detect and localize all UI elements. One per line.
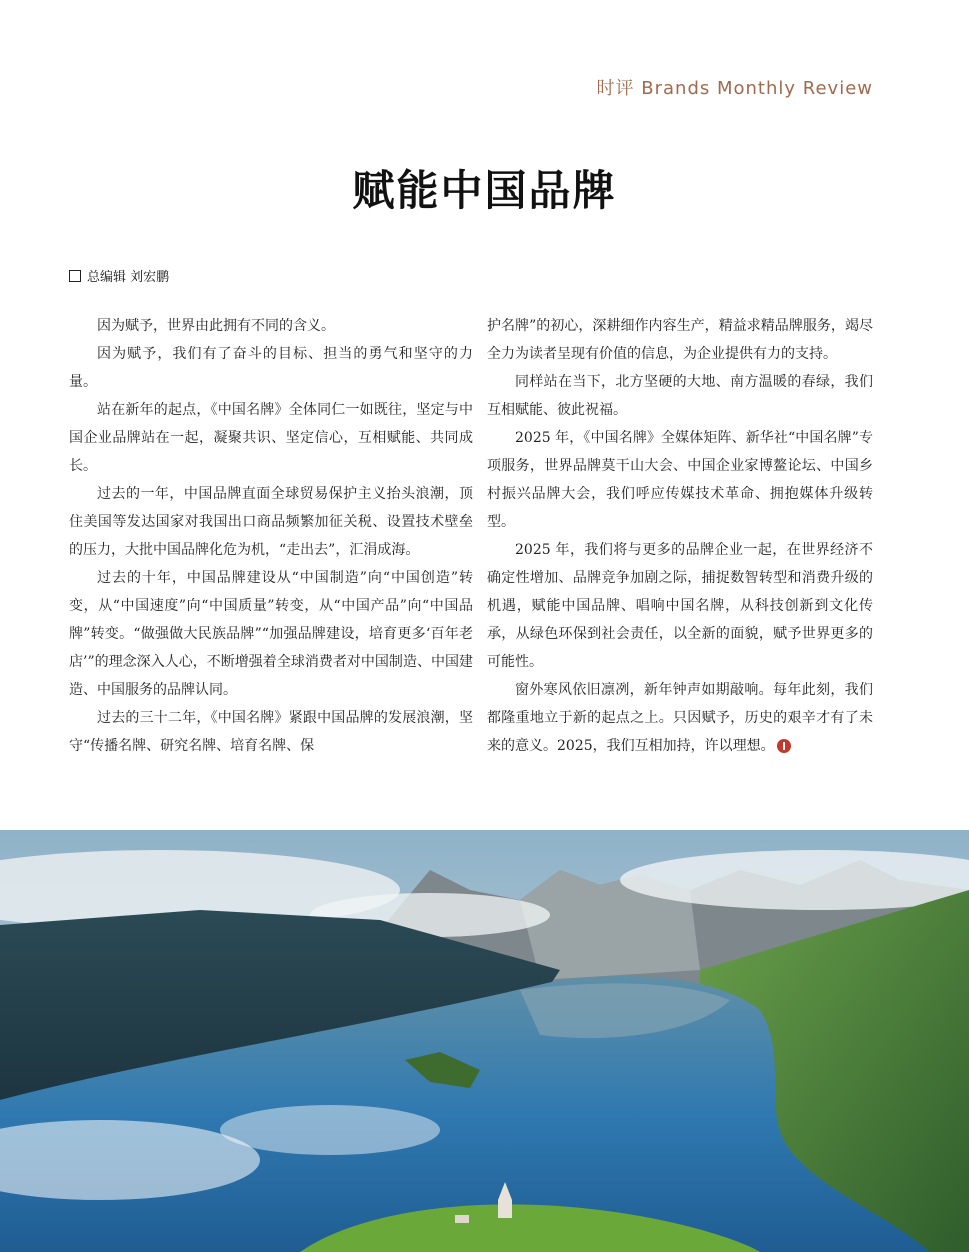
landscape-photo <box>0 830 969 1252</box>
byline <box>69 266 169 285</box>
paragraph: 2025 年，我们将与更多的品牌企业一起，在世界经济不确定性增加、品牌竞争加剧之际，捕捉数智转型和消费升级的机遇，赋能中国品牌、唱响中国名牌，从科技创新到文化传承，从绿色环保到社会责任，以全新的面貌，赋予世界更多的可能性。 <box>487 542 873 670</box>
paragraph: 过去的一年，中国品牌直面全球贸易保护主义抬头浪潮，顶住美国等发达国家对我国出口商品频繁加征关税、设置技术壁垒的压力，大批中国品牌化危为机，“走出去”，汇涓成海。 <box>69 486 473 558</box>
paragraph-text: 窗外寒风依旧凛冽，新年钟声如期敲响。每年此刻，我们都隆重地立于新的起点之上。只因赋予，历史的艰辛才有了未来的意义。2025，我们互相加持，许以理想。 <box>487 682 873 754</box>
article-title: 赋能中国品牌 <box>352 166 617 215</box>
paragraph: 因为赋予，世界由此拥有不同的含义。 <box>97 318 335 334</box>
article-column-right <box>487 312 873 760</box>
lake-mountain-illustration <box>0 830 969 1252</box>
paragraph <box>487 676 873 760</box>
byline-text: 总编辑 刘宏鹏 <box>87 270 170 285</box>
paragraph: 因为赋予，我们有了奋斗的目标、担当的勇气和坚守的力量。 <box>69 346 473 390</box>
section-tag: 时评 Brands Monthly Review <box>596 78 873 99</box>
end-mark-icon <box>777 739 791 753</box>
article-column-left <box>69 312 473 760</box>
paragraph: 过去的三十二年，《中国名牌》紧跟中国品牌的发展浪潮，坚守“传播名牌、研究名牌、培育名牌、保 <box>69 710 473 754</box>
paragraph: 护名牌”的初心，深耕细作内容生产，精益求精品牌服务，竭尽全力为读者呈现有价值的信息，为企业提供有力的支持。 <box>487 318 873 362</box>
paragraph: 2025 年，《中国名牌》全媒体矩阵、新华社“中国名牌”专项服务，世界品牌莫干山大会、中国企业家博鳌论坛、中国乡村振兴品牌大会，我们呼应传媒技术革命、拥抱媒体升级转型。 <box>487 430 873 530</box>
paragraph: 过去的十年，中国品牌建设从“中国制造”向“中国创造”转变，从“中国速度”向“中国质量”转变，从“中国产品”向“中国品牌”转变。“做强做大民族品牌”“加强品牌建设，培育更多‘百年老店’”的理念深入人心，不断增强着全球消费者对中国制造、中国建造、中国服务的品牌认同。 <box>69 570 473 698</box>
paragraph: 同样站在当下，北方坚硬的大地、南方温暖的春绿，我们互相赋能、彼此祝福。 <box>487 374 873 418</box>
square-bullet-icon <box>69 270 81 282</box>
paragraph: 站在新年的起点，《中国名牌》全体同仁一如既往，坚定与中国企业品牌站在一起，凝聚共识、坚定信心，互相赋能、共同成长。 <box>69 402 473 474</box>
